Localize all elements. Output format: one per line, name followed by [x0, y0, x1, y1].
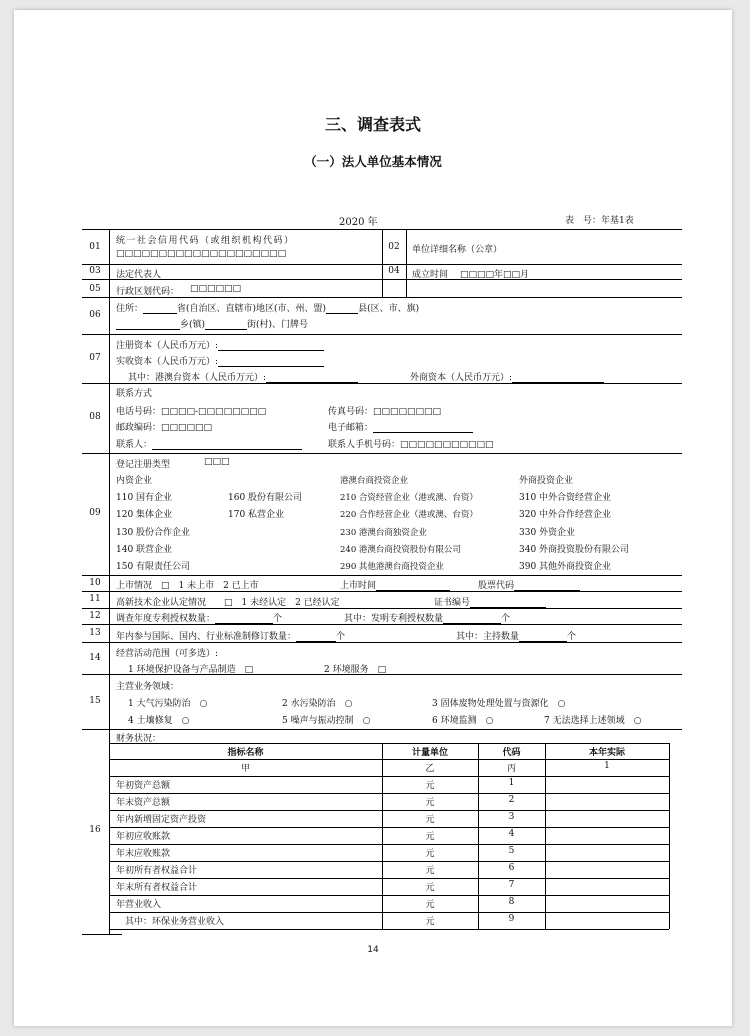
- row-number-14: 14: [89, 653, 101, 663]
- email-field[interactable]: 电子邮箱：: [328, 420, 473, 433]
- table-row-unit: 元: [425, 781, 435, 791]
- standards-host-field[interactable]: 其中：主持数量 个: [456, 632, 577, 642]
- row-number-12: 12: [89, 611, 101, 621]
- financial-heading: 财务状况：: [116, 734, 162, 744]
- established-label: 成立时间: [412, 270, 449, 280]
- col-header-code: 代码: [502, 748, 521, 758]
- contact-person-field[interactable]: 联系人：: [116, 437, 302, 450]
- page-number: 14: [367, 945, 379, 955]
- standards-count-field[interactable]: 年内参与国际、国内、行业标准制修订数量： 个: [116, 632, 346, 642]
- subheader-indicator: 甲: [240, 764, 250, 774]
- subheader-code: 丙: [506, 764, 516, 774]
- table-row-name: 其中：环保业务营业收入: [116, 917, 225, 927]
- row-number-04: 04: [388, 266, 400, 276]
- survey-year: 2020 年: [339, 217, 378, 228]
- hightech-status[interactable]: 高新技术企业认定情况 □ 1 未经认定 2 已经认定: [116, 598, 340, 608]
- stock-code-field[interactable]: 股票代码: [478, 578, 580, 591]
- table-row-unit: 元: [425, 849, 435, 859]
- listing-time-field[interactable]: 上市时间: [340, 578, 450, 591]
- address-line-1: 住所： 省(自治区、直辖市)地区(市、州、盟) 县(区、市、旗): [116, 304, 420, 314]
- col-header-unit: 计量单位: [411, 748, 448, 758]
- foreign-enterprise-list: 外商投资企业 310 中外合资经营企业 320 中外合作经营企业 330 外资企业 340 外商投资股份有限公司 390 其他外商投资企业: [519, 476, 630, 573]
- domain-option-1[interactable]: 1 大气污染防治 ○: [128, 699, 208, 709]
- business-scope-heading: 经营活动范围（可多选）:: [116, 649, 219, 659]
- form-subtitle: （一）法人单位基本情况: [304, 154, 442, 169]
- patent-count-field[interactable]: 调查年度专利授权数量： 个: [116, 614, 283, 624]
- credit-code-label: 统一社会信用代码（或组织机构代码）: [116, 236, 295, 246]
- legal-rep-label: 法定代表人: [116, 270, 162, 280]
- domain-option-4[interactable]: 4 土壤修复 ○: [128, 716, 190, 726]
- table-row-name: 年末资产总额: [116, 798, 171, 808]
- division-code-boxes[interactable]: □□□□□□: [190, 284, 242, 294]
- hmt-enterprise-list: 港澳台商投资企业 210 合资经营企业（港或澳、台资） 220 合作经营企业（港或澳、台资） 230 港澳台商独资企业 240 港澳台商投资股份有限公司 290 其他港澳台商投资企业: [340, 476, 478, 573]
- invention-patent-field[interactable]: 其中：发明专利授权数量 个: [344, 614, 511, 624]
- table-row-code: 1: [508, 778, 515, 788]
- domain-option-5[interactable]: 5 噪声与振动控制 ○: [282, 716, 371, 726]
- contact-heading: 联系方式: [116, 389, 153, 399]
- table-row-code: 9: [508, 914, 515, 924]
- page-title: 三、调查表式: [324, 115, 421, 134]
- credit-code-boxes[interactable]: □□□□□□□□□□□□□□□□□□□□: [116, 249, 287, 259]
- domestic-enterprise-list: 内资企业 110 国有企业 120 集体企业 130 股份合作企业 140 联营企业 150 有限责任公司: [116, 476, 191, 573]
- division-code-label: 行政区划代码：: [116, 287, 180, 297]
- scope-option-2[interactable]: 2 环境服务 □: [324, 665, 387, 675]
- postcode-field[interactable]: 邮政编码：□□□□□□: [116, 423, 213, 433]
- row-number-03: 03: [89, 266, 101, 276]
- table-row-code: 4: [508, 829, 515, 839]
- table-row-code: 5: [508, 846, 515, 856]
- domestic-enterprise-list-2: 160 股份有限公司 170 私营企业: [228, 493, 303, 521]
- table-row-code: 7: [508, 880, 515, 890]
- row-number-11: 11: [89, 594, 101, 604]
- table-row-name: 年初所有者权益合计: [116, 866, 198, 876]
- table-row-unit: 元: [425, 798, 435, 808]
- table-row-unit: 元: [425, 900, 435, 910]
- table-row-name: 年初资产总额: [116, 781, 171, 791]
- table-row-name: 年末应收账款: [116, 849, 171, 859]
- registered-capital: 注册资本（人民币万元）:: [116, 338, 324, 351]
- row-number-16: 16: [89, 825, 101, 835]
- form-page: [14, 10, 732, 1026]
- row-number-10: 10: [89, 578, 101, 588]
- registration-type-heading: 登记注册类型: [116, 460, 171, 470]
- domain-option-2[interactable]: 2 水污染防治 ○: [282, 699, 353, 709]
- domain-option-3[interactable]: 3 固体废物处理处置与资源化 ○: [432, 699, 566, 709]
- row-number-08: 08: [89, 412, 101, 422]
- hmt-capital: 其中：港澳台资本（人民币万元）:: [128, 370, 358, 383]
- row-number-15: 15: [89, 696, 101, 706]
- table-row-name: 年初应收账款: [116, 832, 171, 842]
- scope-option-1[interactable]: 1 环境保护设备与产品制造 □: [128, 665, 254, 675]
- subheader-unit: 乙: [425, 764, 435, 774]
- table-row-name: 年内新增固定资产投资: [116, 815, 207, 825]
- row-number-13: 13: [89, 628, 101, 638]
- mobile-field[interactable]: 联系人手机号码：□□□□□□□□□□□: [328, 440, 494, 450]
- row-number-09: 09: [89, 508, 101, 518]
- table-row-unit: 元: [425, 832, 435, 842]
- table-row-code: 8: [508, 897, 515, 907]
- unit-name-label: 单位详细名称（公章）: [412, 245, 503, 255]
- row-number-01: 01: [89, 242, 101, 252]
- col-header-indicator: 指标名称: [227, 748, 264, 758]
- table-row-unit: 元: [425, 883, 435, 893]
- registration-type-boxes[interactable]: □□□: [204, 457, 230, 467]
- subheader-actual: 1: [604, 761, 610, 771]
- row-number-07: 07: [89, 353, 101, 363]
- col-header-actual: 本年实际: [588, 748, 625, 758]
- paid-capital: 实收资本（人民币万元）:: [116, 354, 324, 367]
- main-business-heading: 主营业务领域：: [116, 682, 180, 692]
- phone-field[interactable]: 电话号码：□□□□-□□□□□□□□: [116, 407, 267, 417]
- established-boxes[interactable]: □□□□年□□月: [460, 270, 530, 280]
- domain-option-6[interactable]: 6 环境监测 ○: [432, 716, 494, 726]
- table-row-code: 2: [508, 795, 515, 805]
- table-row-name: 年营业收入: [116, 900, 162, 910]
- table-row-unit: 元: [425, 866, 435, 876]
- form-number: 表 号：年基1表: [565, 216, 634, 226]
- table-row-name: 年末所有者权益合计: [116, 883, 198, 893]
- row-number-02: 02: [388, 242, 400, 252]
- row-number-06: 06: [89, 310, 101, 320]
- foreign-capital: 外商资本（人民币万元）:: [410, 370, 604, 383]
- certificate-number-field[interactable]: 证书编号: [434, 595, 546, 608]
- listing-status[interactable]: 上市情况 □ 1 未上市 2 已上市: [116, 581, 259, 591]
- table-row-unit: 元: [425, 815, 435, 825]
- row-number-05: 05: [89, 284, 101, 294]
- fax-field[interactable]: 传真号码：□□□□□□□□: [328, 407, 442, 417]
- domain-option-7[interactable]: 7 无法选择上述领域 ○: [544, 716, 642, 726]
- table-row-unit: 元: [425, 917, 435, 927]
- table-row-code: 3: [508, 812, 515, 822]
- address-line-2: 乡(镇) 街(村)、门牌号: [116, 317, 308, 330]
- table-row-code: 6: [508, 863, 515, 873]
